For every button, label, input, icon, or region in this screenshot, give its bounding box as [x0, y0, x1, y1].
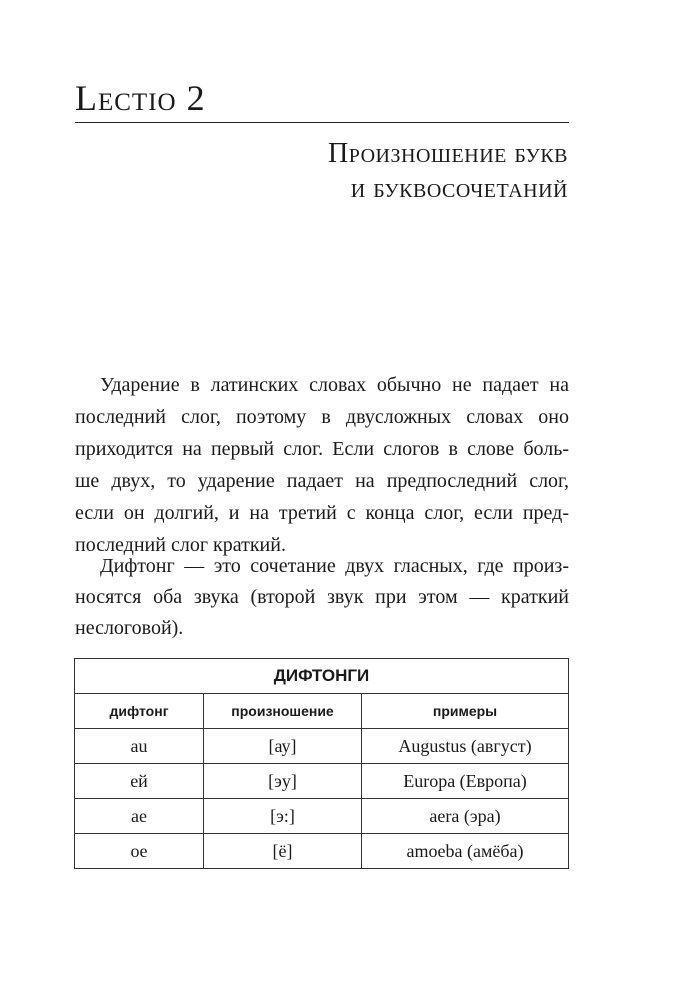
table-row	[75, 799, 569, 834]
text-line: ше двух, то ударение падает на предпоследний слог,	[75, 470, 569, 492]
table-row	[75, 834, 569, 869]
table-cell: [э:]	[204, 799, 362, 834]
lesson-subtitle	[328, 136, 568, 206]
paragraph-diphthong	[75, 551, 569, 644]
heading-divider	[75, 122, 569, 123]
subtitle-line: Произношение букв	[328, 138, 568, 169]
table-header-row	[75, 694, 569, 729]
table-cell: [эу]	[204, 764, 362, 799]
table-cell: oe	[75, 834, 204, 869]
table-cell: [ау]	[204, 729, 362, 764]
text-line: последний слог, поэтому в двусложных словах оно	[75, 406, 569, 428]
table-cell: au	[75, 729, 204, 764]
text-line: неслоговой).	[75, 617, 184, 639]
table-cell: eй	[75, 764, 204, 799]
paragraph-stress	[75, 369, 569, 561]
table-row	[75, 764, 569, 799]
text-line: Ударение в латинских словах обычно не падает на	[100, 374, 569, 396]
column-header: дифтонг	[75, 694, 204, 729]
table-cell: [ё]	[204, 834, 362, 869]
table-title: ДИФТОНГИ	[75, 659, 569, 694]
table-cell: ae	[75, 799, 204, 834]
text-line: носятся оба звука (второй звук при этом — краткий	[75, 586, 569, 608]
text-line: Дифтонг — это сочетание двух гласных, где произ-	[100, 555, 569, 577]
lesson-heading: Lectio 2	[75, 78, 206, 118]
text-line: последний слог краткий.	[75, 534, 286, 556]
text-line: приходится на первый слог. Если слогов в слове боль-	[75, 438, 569, 460]
table-cell: Augustus (август)	[362, 729, 569, 764]
column-header: произношение	[204, 694, 362, 729]
text-line: если он долгий, и на третий с конца слог, если пред-	[75, 502, 569, 524]
table-row	[75, 729, 569, 764]
column-header: примеры	[362, 694, 569, 729]
subtitle-line: и буквосочетаний	[350, 173, 568, 204]
table-cell: amoeba (амёба)	[362, 834, 569, 869]
table-cell: aera (эра)	[362, 799, 569, 834]
diphthongs-table	[74, 658, 569, 869]
table-cell: Europa (Европа)	[362, 764, 569, 799]
